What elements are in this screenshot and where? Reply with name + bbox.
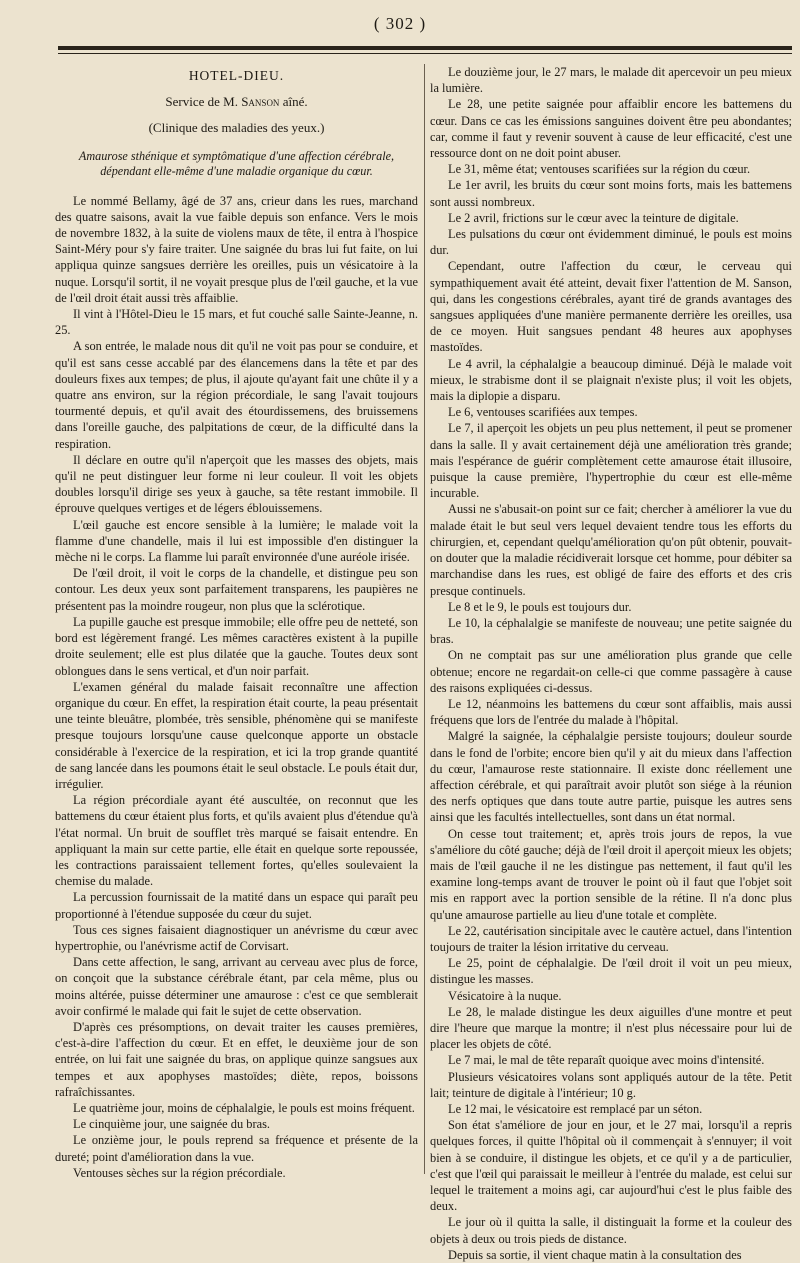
paragraph: Le 28, une petite saignée pour affaiblir encore les battemens du cœur. Dans ce cas les émissions sanguines doivent être peu abondantes; car, comme il faut y revenir souvent à cause de leur efficacité, c'est une ressource dont on ne doit point abuser. — [430, 97, 792, 161]
right-column — [430, 64, 792, 1262]
paragraph: Le cinquième jour, une saignée du bras. — [73, 1117, 270, 1132]
paragraph: Les pulsations du cœur ont évidemment diminué, le pouls est moins dur. — [430, 227, 792, 258]
page-number: ( 302 ) — [373, 14, 427, 33]
paragraph: Le 7 mai, le mal de tête reparaît quoique avec moins d'intensité. — [448, 1053, 765, 1068]
paragraph: Le 25, point de céphalalgie. De l'œil droit il voit un peu mieux, distingue les masses. — [430, 956, 792, 987]
paragraph: Le 8 et le 9, le pouls est toujours dur. — [448, 599, 632, 614]
paragraph: Le 6, ventouses scarifiées aux tempes. — [448, 405, 638, 420]
header-rule-thin — [58, 53, 792, 54]
service-suffix: aîné. — [279, 94, 308, 110]
paragraph: Le 28, le malade distingue les deux aiguilles d'une montre et peut dire l'heure que marque la montre; il n'est plus nécessaire pour lui de placer les objets de côté. — [430, 1004, 792, 1052]
section-heading: HOTEL-DIEU. — [188, 68, 285, 83]
paragraph: Ventouses sèches sur la région précordiale. — [73, 1165, 286, 1180]
paragraph: Plusieurs vésicatoires volans sont appliqués autour de la tête. Petit lait; teinture de digitale à l'intérieur; 10 g. — [430, 1069, 792, 1100]
paragraph: Son état s'améliore de jour en jour, et le 27 mai, lorsqu'il a repris quelques forces, il quitte l'hôpital où il commençait à s'ennuyer; il voit bien à se conduire, il distingue les objets, et ce qu'il y a de particulier, c'est que l'œil qui paraissait le meilleur à l'entrée du malade, est celui sur lequel le traitement a moins agi, car aujourd'hui c'est le plus faible des deux. — [430, 1118, 792, 1214]
paragraph: Il vint à l'Hôtel-Dieu le 15 mars, et fut couché salle Sainte-Jeanne, n. 25. — [55, 307, 418, 338]
paragraph: Le 31, même état; ventouses scarifiées sur la région du cœur. — [448, 162, 751, 177]
case-subtitle: Amaurose sthénique et symptômatique d'une affection cérébrale, dépendant elle-même d'une maladie organique du cœur. — [78, 148, 395, 178]
paragraph: Depuis sa sortie, il vient chaque matin à la consultation des — [448, 1247, 742, 1262]
paragraph: Le onzième jour, le pouls reprend sa fréquence et présente de la dureté; point d'amélioration dans la vue. — [55, 1133, 418, 1164]
paragraph: Le 12 mai, le vésicatoire est remplacé par un séton. — [448, 1102, 703, 1116]
paragraph: Le 4 avril, la céphalalgie a beaucoup diminué. Déjà le malade voit mieux, le strabisme dont il se plaignait n'existe plus; il voit les objets, mais la diplopie a disparu. — [430, 356, 792, 404]
paragraph: Dans cette affection, le sang, arrivant au cerveau avec plus de force, on conçoit que la substance cérébrale étant, par cela même, plus ou moins altérée, puisse déterminer une amaurose : c'est ce que semblerait avoir confirmé le malade qui fait le sujet de cette observation. — [55, 955, 418, 1018]
left-body — [55, 193, 418, 1181]
service-line — [55, 94, 418, 110]
column-divider — [424, 64, 425, 1174]
paragraph: Le 12, néanmoins les battemens du cœur sont affaiblis, mais aussi fréquens que lors de l'entrée du malade à l'hôpital. — [430, 696, 792, 728]
clinic-name: (Clinique des maladies des yeux.) — [148, 120, 325, 136]
paragraph: L'œil gauche est encore sensible à la lumière; le malade voit la flamme d'une chandelle, mais il lui est impossible d'en distinguer la mèche ni le corps. La flamme lui paraît environnée d'une auréole irisée. — [55, 517, 418, 565]
paragraph: Malgré la saignée, la céphalalgie persiste toujours; douleur sourde dans le fond de l'orbite; encore bien qu'il y ait du mieux dans l'affection du cœur, l'amaurose reste stationnaire. Il existe donc réellement une affection cérébrale, et qui paraîtrait avoir plutôt son siége à la réunion des nerfs optiques que dans toute autre partie, puisque les autres sens ainsi que les facultés intellectuelles, sont dans un état normal. — [430, 729, 792, 825]
paragraph: Le nommé Bellamy, âgé de 37 ans, crieur dans les rues, marchand des quatre saisons, avait la vue faible depuis son enfance. Vers le mois de novembre 1832, à la suite de violens maux de tête, il entra à l'hospice Saint-Méry pour s'y faire traiter. Une saignée du bras lui fut faite, on lui appliqua quinze sangsues derrière les oreilles, puis un vésicatoire à la nuque. Lorsqu'il sortit, il ne voyait presque plus de l'œil gauche, et la vue de l'œil droit était aussi très affaiblie. — [55, 193, 418, 305]
surgeon-name: Sanson — [241, 94, 280, 110]
paragraph: Le jour où il quitta la salle, il distinguait la forme et la couleur des objets à deux ou trois pieds de distance. — [430, 1215, 792, 1246]
paragraph: Le 10, la céphalalgie se manifeste de nouveau; une petite saignée du bras. — [430, 615, 792, 647]
paragraph: Cependant, outre l'affection du cœur, le cerveau qui sympathiquement avait été atteint, devait fixer l'attention de M. Sanson, qui, dans les congestions cérébrales, ayant tiré de grands avantages des sangsues appliquées d'une manière permanente derrière les oreilles, usa de ce moyen. Huit sangsues pendant 48 heures aux apophyses mastoïdes. — [430, 259, 792, 355]
paragraph: Tous ces signes faisaient diagnostiquer un anévrisme du cœur avec hypertrophie, ou l'anévrisme actif de Corvisart. — [55, 922, 418, 953]
paragraph: De l'œil droit, il voit le corps de la chandelle, et distingue peu son contour. Les deux yeux sont parfaitement transparens, les paupières ne présentent pas la moindre rougeur, non plus que la sclérotique. — [55, 566, 418, 613]
paragraph: On ne comptait pas sur une amélioration plus grande que celle obtenue; encore ne regardait-on celle-ci que comme passagère à cause des raisons expliquées ci-dessus. — [430, 648, 792, 695]
paragraph: Il déclare en outre qu'il n'aperçoit que les masses des objets, mais qu'il ne peut distinguer leur forme ni leur couleur. Il voit les objets doubles lorsqu'il dirige ses yeux à gauche, sa tête restant immobile. Il éprouve quelques vertiges et de légers éblouissemens. — [55, 452, 418, 516]
paragraph: D'après ces présomptions, on devait traiter les causes premières, c'est-à-dire l'affection du cœur. Et en effet, le deuxième jour de son entrée, on lui fait une saignée du bras, on applique quinze sangsues aux tempes et aux apophyses mastoïdes; diète, repos, boissons rafraîchissantes. — [55, 1019, 418, 1099]
left-column — [55, 64, 418, 1178]
paragraph: Le quatrième jour, moins de céphalalgie, le pouls est moins fréquent. — [73, 1100, 415, 1115]
paragraph: La région précordiale ayant été auscultée, on reconnut que les battemens du cœur étaient plus forts, et qu'ils avaient plus d'étendue qu'à l'état normal. Un bruit de soufflet très marqué se faisait entendre. En appliquant la main sur cette partie, elle était en quelque sorte repoussée, les contractions paraissaient tellement fortes, qu'elles soulevaient la chemise du malade. — [55, 793, 418, 889]
service-prefix: Service de M. — [165, 94, 242, 110]
paragraph: On cesse tout traitement; et, après trois jours de repos, la vue s'améliore du côté gauche; déjà de l'œil droit il aperçoit mieux les objets; mais de l'œil gauche il ne les distingue pas nettement, il faut qu'il les examine long-temps avant de trouver le point où il faut que l'objet soit mis en rapport avec la portion sensible de la rétine. Il n'a donc plus qu'une amaurose partielle au lieu d'une totale et complète. — [430, 826, 792, 922]
paragraph: Le 22, cautérisation sincipitale avec le cautère actuel, dans l'intention toujours de traiter la lésion irritative du cerveau. — [430, 923, 792, 954]
paragraph: La pupille gauche est presque immobile; elle offre peu de netteté, son bord est légèrement frangé. Les mêmes caractères existent à la pupille droite seulement; elle est plus dilatée que la gauche. Toutes deux sont oblongues dans le sens vertical, et d'un noir parfait. — [55, 614, 418, 678]
paragraph: Le douzième jour, le 27 mars, le malade dit apercevoir un peu mieux la lumière. — [430, 65, 792, 96]
paragraph: A son entrée, le malade nous dit qu'il ne voit pas pour se conduire, et qu'il est sans cesse accablé par des élancemens dans la tête et par des douleurs fixes aux tempes; de plus, il ajoute qu'ayant fait une chûte il y a quatre ans environ, sur la région précordiale, le sang l'avait toujours tourmenté depuis, et qu'il avait des étourdissemens, des bruissemens dans l'oreille gauche, des palpitations de cœur, de la difficulté dans la respiration. — [55, 339, 418, 451]
paragraph: Le 1er avril, les bruits du cœur sont moins forts, mais les battemens sont aussi nombreux. — [430, 178, 792, 209]
paragraph: Aussi ne s'abusait-on point sur ce fait; chercher à améliorer la vue du malade était le but seul vers lequel devaient tendre tous les efforts du chirurgien, et, cependant quelqu'amélioration qu'on pût obtenir, pouvait-on douter que la maladie récidiverait lorsque cet homme, pour débiter sa marchandise dans les rues, est obligé de faire des efforts et des cris presque continuels. — [430, 502, 792, 598]
header-rule-thick — [58, 46, 792, 50]
paragraph: Vésicatoire à la nuque. — [448, 988, 562, 1003]
paragraph: Le 2 avril, frictions sur le cœur avec la teinture de digitale. — [448, 210, 739, 225]
paragraph: L'examen général du malade faisait reconnaître une affection organique du cœur. En effet, la respiration était courte, la peau présentait une teinte bleuâtre, plombée, très sensible, phénomène qui se manifeste presque toujours lorsqu'une cause quelconque apporte un obstacle considérable à l'exercice de la respiration, et ici la trop grande quantité de sang lancée dans les poumons était le seul obstacle. Le pouls était dur, irrégulier. — [55, 679, 418, 791]
right-body — [430, 64, 792, 1263]
paragraph: Le 7, il aperçoit les objets un peu plus nettement, il peut se promener dans la salle. Il y avait certainement déjà une amélioration très grande; mais l'espérance de guérir complètement cette amaurose était illusoire, puisque la cause première, l'hypertrophie du cœur est elle-même incurable. — [430, 421, 792, 501]
paragraph: La percussion fournissait de la matité dans un espace qui paraît peu proportionné à l'étendue supposée du cœur du sujet. — [55, 890, 418, 921]
